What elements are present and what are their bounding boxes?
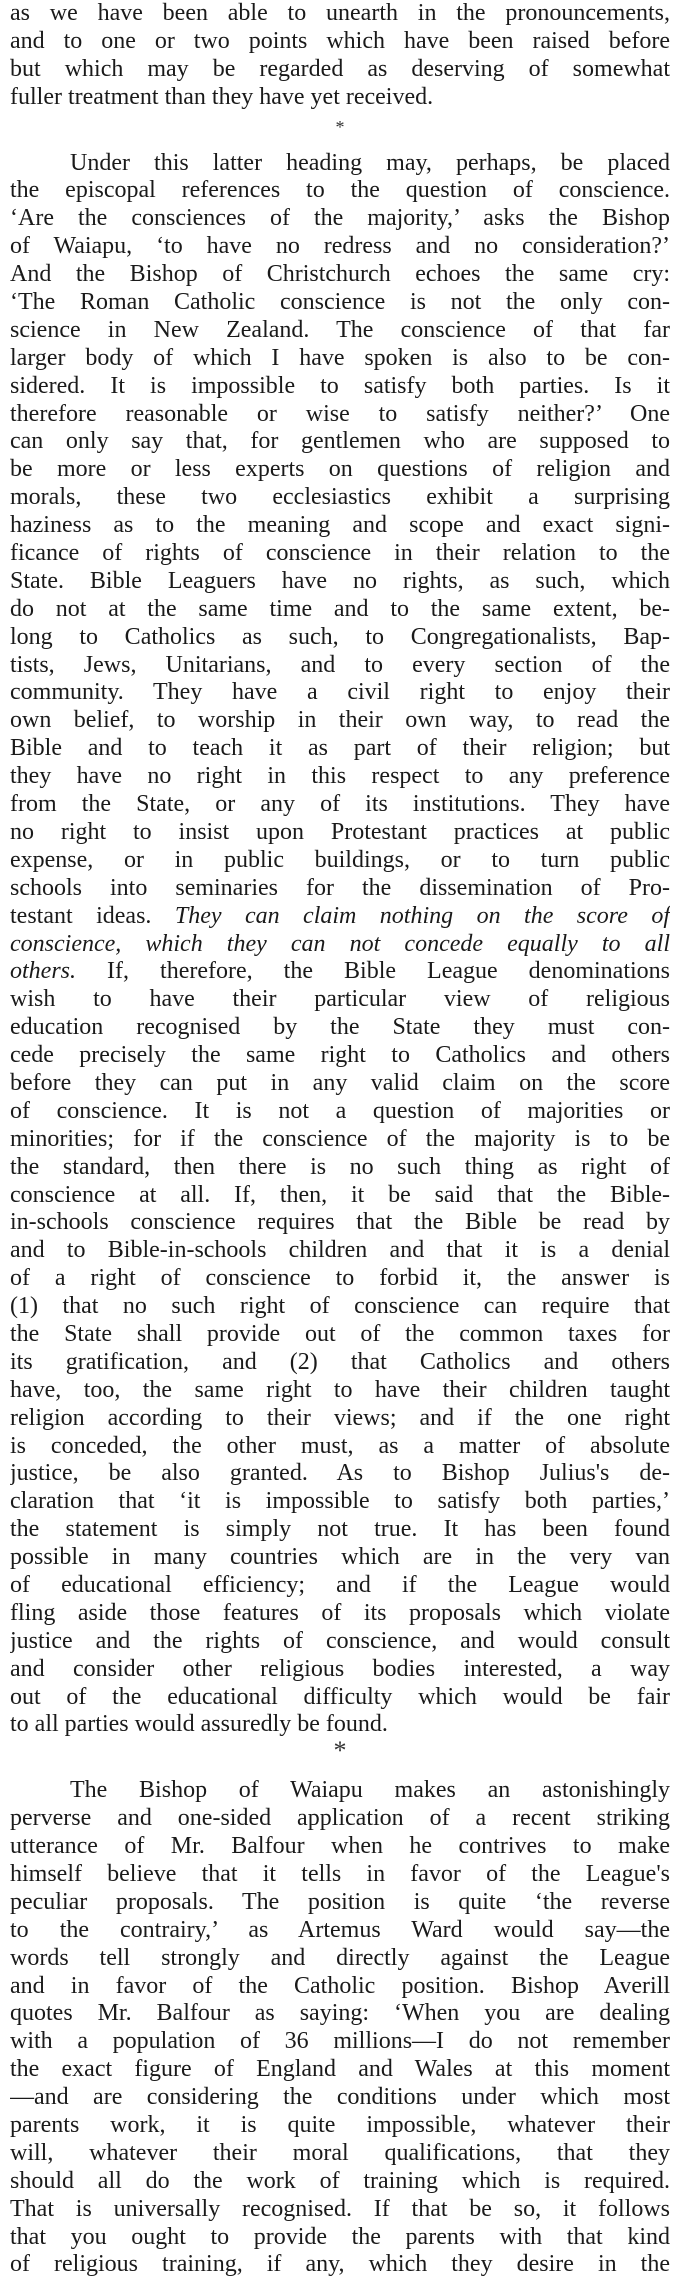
text-line: religion according to their views; and if the one right bbox=[10, 1404, 670, 1431]
text-line: of conscience. It is not a question of majorities or bbox=[10, 1097, 670, 1124]
text-line: can only say that, for gentlemen who are supposed to bbox=[10, 428, 670, 455]
text-line: is conceded, the other must, as a matter of absolute bbox=[10, 1432, 670, 1459]
paragraph-3 bbox=[10, 1777, 670, 2279]
text-line: ‘Are the consciences of the majority,’ asks the Bishop bbox=[10, 205, 670, 232]
text-line: Under this latter heading may, perhaps, be placed bbox=[70, 149, 670, 176]
text-line: of a right of conscience to forbid it, the answer is bbox=[10, 1265, 670, 1292]
text-line: ‘The Roman Catholic conscience is not the only con- bbox=[10, 289, 670, 316]
text-line: be more or less experts on questions of religion and bbox=[10, 456, 670, 483]
italic-text-run: others. bbox=[10, 958, 76, 985]
text-line: no right to insist upon Protestant practices at public bbox=[10, 818, 670, 845]
text-line: parents work, it is quite impossible, whatever their bbox=[10, 2112, 670, 2139]
text-line: State. Bible Leaguers have no rights, as such, which bbox=[10, 567, 670, 594]
text-line: they have no right in this respect to any preference bbox=[10, 763, 670, 790]
text-line: that you ought to provide the parents with that kind bbox=[10, 2223, 670, 2250]
text-line: science in New Zealand. The conscience of that far bbox=[10, 316, 670, 343]
text-line: words tell strongly and directly against the League bbox=[10, 1944, 670, 1971]
text-line: And the Bishop of Christchurch echoes the same cry: bbox=[10, 261, 670, 288]
text-line: That is universally recognised. If that be so, it follows bbox=[10, 2195, 670, 2222]
text-line: The Bishop of Waiapu makes an astonishingly bbox=[70, 1777, 670, 1804]
text-line: claration that ‘it is impossible to satisfy both parties,’ bbox=[10, 1488, 670, 1515]
text-line: but which may be regarded as deserving of somewhat bbox=[10, 55, 670, 82]
italic-text-line: conscience, which they can not concede equally to all bbox=[10, 930, 670, 957]
text-run: If, therefore, the Bible League denominations bbox=[107, 958, 670, 985]
text-line bbox=[10, 958, 670, 986]
text-line: do not at the same time and to the same extent, be- bbox=[10, 595, 670, 622]
text-line: the State shall provide out of the common taxes for bbox=[10, 1320, 670, 1347]
text-line: sidered. It is impossible to satisfy both parties. Is it bbox=[10, 372, 670, 399]
text-line: the standard, then there is no such thing as right of bbox=[10, 1153, 670, 1180]
section-separator: * bbox=[333, 1736, 347, 1766]
text-line: from the State, or any of its institutions. They have bbox=[10, 791, 670, 818]
text-run: testant ideas. bbox=[10, 902, 152, 929]
text-line: as we have been able to unearth in the pronouncements, bbox=[10, 0, 670, 26]
text-line: of Waiapu, ‘to have no redress and no consideration?’ bbox=[10, 233, 670, 260]
text-line: have, too, the same right to have their children taught bbox=[10, 1376, 670, 1403]
text-line: quotes Mr. Balfour as saying: ‘When you are dealing bbox=[10, 2000, 670, 2027]
text-line: tists, Jews, Unitarians, and to every section of the bbox=[10, 651, 670, 678]
section-separator: * bbox=[335, 116, 345, 137]
text-line: and in favor of the Catholic position. Bishop Averill bbox=[10, 1972, 670, 1999]
text-line: ficance of rights of conscience in their relation to the bbox=[10, 540, 670, 567]
text-line: with a population of 36 millions—I do not remember bbox=[10, 2028, 670, 2055]
text-line: perverse and one-sided application of a recent striking bbox=[10, 1805, 670, 1832]
text-line: justice and the rights of conscience, and would consult bbox=[10, 1627, 670, 1654]
text-line: should all do the work of training which is required. bbox=[10, 2167, 670, 2194]
text-line: will, whatever their moral qualifications, that they bbox=[10, 2139, 670, 2166]
article-body bbox=[10, 0, 670, 2279]
text-line: larger body of which I have spoken is also to be con- bbox=[10, 344, 670, 371]
text-line: morals, these two ecclesiastics exhibit a surprising bbox=[10, 484, 670, 511]
text-line: therefore reasonable or wise to satisfy neither?’ One bbox=[10, 400, 670, 427]
text-line: out of the educational difficulty which would be fair bbox=[10, 1683, 670, 1710]
text-line: before they can put in any valid claim on the score bbox=[10, 1069, 670, 1096]
text-line: himself believe that it tells in favor of the League's bbox=[10, 1861, 670, 1887]
text-line: the episcopal references to the question of conscience. bbox=[10, 177, 670, 204]
text-line: own belief, to worship in their own way, to read the bbox=[10, 707, 670, 734]
text-line bbox=[10, 903, 670, 931]
text-line: schools into seminaries for the dissemination of Pro- bbox=[10, 874, 670, 901]
text-line: the exact figure of England and Wales at this moment bbox=[10, 2056, 670, 2083]
text-line: haziness as to the meaning and scope and exact signi- bbox=[10, 512, 670, 539]
text-line: and to Bible-in-schools children and that it is a denial bbox=[10, 1237, 670, 1264]
text-line: its gratification, and (2) that Catholics and others bbox=[10, 1348, 670, 1375]
italic-text-run: They can claim nothing on the score of bbox=[174, 902, 670, 929]
text-line: Bible and to teach it as part of their religion; but bbox=[10, 735, 670, 762]
text-line: of educational efficiency; and if the League would bbox=[10, 1571, 670, 1598]
paragraph-2 bbox=[10, 150, 670, 1740]
text-line: and to one or two points which have been raised before bbox=[10, 27, 670, 54]
text-line: cede precisely the same right to Catholics and others bbox=[10, 1042, 670, 1069]
text-line: peculiar proposals. The position is quite ‘the reverse bbox=[10, 1888, 670, 1915]
text-line: justice, be also granted. As to Bishop Julius's de- bbox=[10, 1460, 670, 1487]
text-line: long to Catholics as such, to Congregationalists, Bap- bbox=[10, 623, 670, 650]
text-line: the statement is simply not true. It has been found bbox=[10, 1516, 670, 1543]
text-line: fling aside those features of its proposals which violate bbox=[10, 1599, 670, 1626]
text-line: possible in many countries which are in the very van bbox=[10, 1544, 670, 1571]
text-line: community. They have a civil right to enjoy their bbox=[10, 679, 670, 706]
text-line: —and are considering the conditions under which most bbox=[10, 2084, 670, 2111]
text-line: utterance of Mr. Balfour when he contrives to make bbox=[10, 1833, 670, 1860]
text-line: in-schools conscience requires that the Bible be read by bbox=[10, 1209, 670, 1236]
text-line: (1) that no such right of conscience can require that bbox=[10, 1293, 670, 1320]
text-line: of religious training, if any, which they desire in the bbox=[10, 2251, 670, 2278]
text-line: to the contrairy,’ as Artemus Ward would say—the bbox=[10, 1916, 670, 1943]
text-line: conscience at all. If, then, it be said that the Bible- bbox=[10, 1181, 670, 1208]
text-line: expense, or in public buildings, or to turn public bbox=[10, 846, 670, 873]
text-line: and consider other religious bodies interested, a way bbox=[10, 1655, 670, 1682]
text-line: wish to have their particular view of religious bbox=[10, 986, 670, 1013]
text-line: to all parties would assuredly be found. bbox=[10, 1711, 388, 1738]
paragraph-1 bbox=[10, 0, 670, 112]
text-line: fuller treatment than they have yet received. bbox=[10, 83, 434, 110]
text-line: education recognised by the State they must con- bbox=[10, 1014, 670, 1041]
text-line: minorities; for if the conscience of the majority is to be bbox=[10, 1125, 670, 1152]
